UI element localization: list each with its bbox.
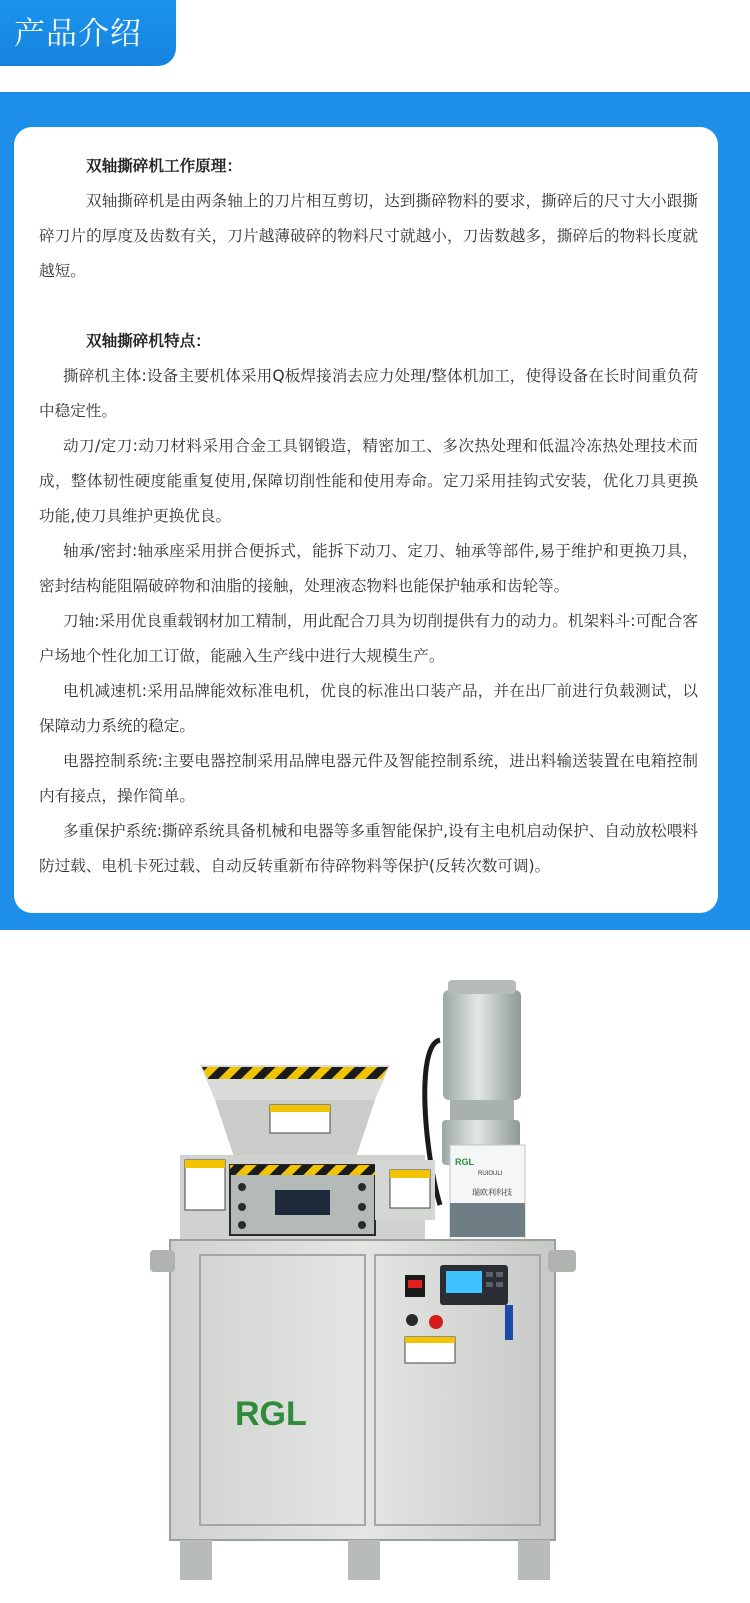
features-heading: 双轴撕碎机特点：: [86, 332, 211, 350]
box-name: 瑞欧利科技: [472, 1188, 512, 1197]
feature-item: 动刀/定刀:动刀材料采用合金工具钢锻造，精密加工、多次热处理和低温冷冻热处理技术而成，整体韧性硬度能重复使用,保障切削性能和使用寿命。定刀采用挂钩式安装，优化刀具更换功能,使刀具维护更换优良。: [39, 437, 698, 525]
brand-logo: RGL: [235, 1395, 307, 1433]
feature-item: 撕碎机主体:设备主要机体采用Q板焊接消去应力处理/整体机加工，使得设备在长时间重负荷中稳定性。: [39, 367, 698, 420]
working-principle-heading: 双轴撕碎机工作原理：: [86, 157, 242, 175]
feature-item: 轴承/密封:轴承座采用拼合便拆式，能拆下动刀、定刀、轴承等部件,易于维护和更换刀具，密封结构能阻隔破碎物和油脂的接触，处理液态物料也能保护轴承和齿轮等。: [39, 542, 698, 595]
section-header-tab: [0, 0, 176, 66]
box-brand: RGL: [455, 1157, 474, 1167]
feature-item: 电机减速机:采用品牌能效标准电机，优良的标准出口装产品，并在出厂前进行负载测试，以保障动力系统的稳定。: [39, 682, 698, 735]
shredder-product-photo: [150, 955, 590, 1595]
cabinet-icon: [150, 1240, 576, 1540]
feature-item: 电器控制系统:主要电器控制采用品牌电器元件及智能控制系统，进出料输送装置在电箱控制内有接点，操作简单。: [39, 752, 698, 805]
feature-item: 多重保护系统:撕碎系统具备机械和电器等多重智能保护,设有主电机启动保护、自动放松喂料防过载、电机卡死过载、自动反转重新布待碎物料等保护(反转次数可调)。: [39, 822, 698, 875]
description-card: [14, 127, 718, 913]
working-principle-text: 双轴撕碎机是由两条轴上的刀片相互剪切，达到撕碎物料的要求，撕碎后的尺寸大小跟撕碎刀片的厚度及齿数有关，刀片越薄破碎的物料尺寸就越小，刀齿数越多，撕碎后的物料长度就越短。: [39, 192, 698, 280]
feature-item: 刀轴:采用优良重载钢材加工精制，用此配合刀具为切削提供有力的动力。机架料斗:可配合客户场地个性化加工订做，能融入生产线中进行大规模生产。: [39, 612, 698, 665]
paragraph-gap: [39, 289, 698, 324]
hopper-icon: [200, 1065, 390, 1160]
cutting-chamber-icon: [180, 1155, 435, 1240]
feet-icon: [180, 1540, 550, 1580]
section-title: 产品介绍: [14, 16, 142, 52]
box-title: RUIOULI: [478, 1171, 503, 1177]
